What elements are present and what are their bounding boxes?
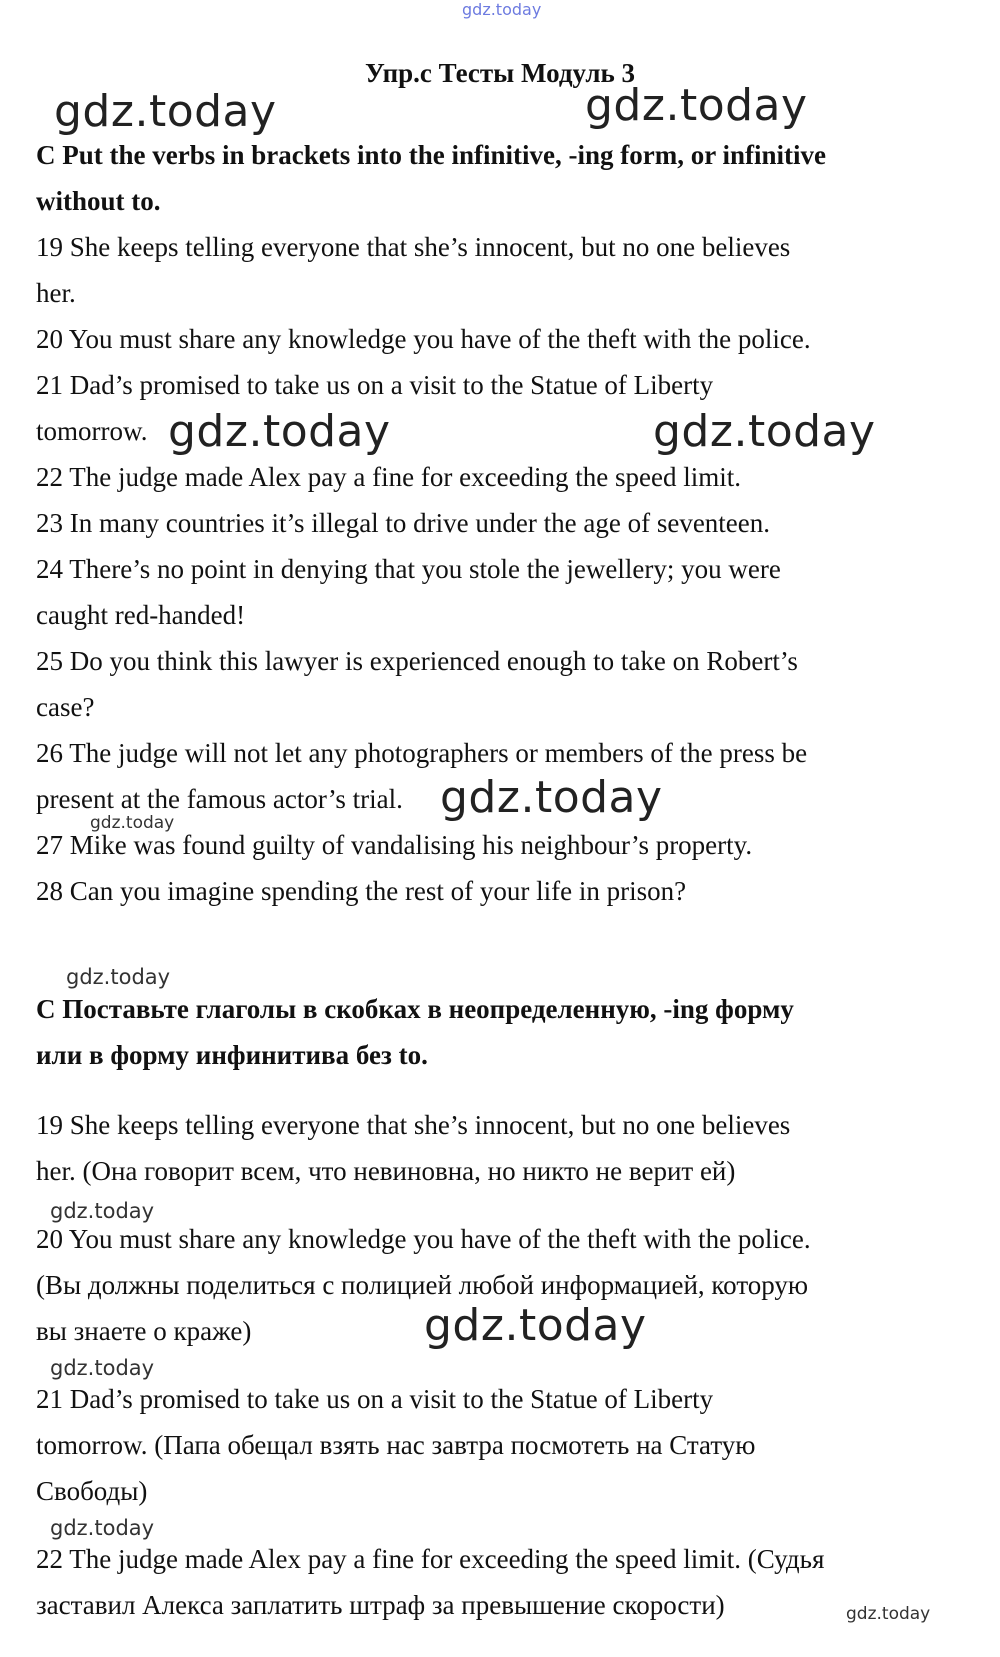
answer-line: 23 In many countries it’s illegal to drive under the age of seventeen. — [36, 508, 771, 538]
watermark: gdz.today — [585, 80, 808, 131]
answer-line: 24 There’s no point in denying that you stole the jewellery; you were — [36, 554, 781, 584]
answer-line: 20 You must share any knowledge you have of the theft with the police. — [36, 324, 811, 354]
translation-line: 20 You must share any knowledge you have of the theft with the police. — [36, 1224, 811, 1254]
answer-line: 26 The judge will not let any photographers or members of the press be — [36, 738, 808, 768]
watermark: gdz.today — [50, 1199, 155, 1223]
watermark: gdz.today — [50, 1516, 155, 1540]
translation-line: заставил Алекса заплатить штраф за превышение скорости) — [36, 1590, 725, 1620]
answer-line: 28 Can you imagine spending the rest of your life in prison? — [36, 876, 687, 906]
translation-line: her. (Она говорит всем, что невиновна, но никто не верит ей) — [36, 1156, 736, 1186]
watermark: gdz.today — [50, 1356, 155, 1380]
watermark: gdz.today — [440, 772, 663, 823]
translation-line: 19 She keeps telling everyone that she’s innocent, but no one believes — [36, 1110, 791, 1140]
task-heading-ru-cont: или в форму инфинитива без to. — [36, 1040, 428, 1070]
watermark: gdz.today — [90, 813, 175, 833]
answer-line: present at the famous actor’s trial. — [36, 784, 403, 814]
answer-line: case? — [36, 692, 95, 722]
answer-line: 22 The judge made Alex pay a fine for exceeding the speed limit. — [36, 462, 742, 492]
task-heading-en-cont: without to. — [36, 186, 161, 216]
answer-line: 25 Do you think this lawyer is experienced enough to take on Robert’s — [36, 646, 798, 676]
translation-line: (Вы должны поделиться с полицией любой информацией, которую — [36, 1270, 809, 1300]
translation-line: Свободы) — [36, 1476, 148, 1506]
task-heading-en: C Put the verbs in brackets into the infinitive, -ing form, or infinitive — [36, 140, 826, 170]
watermark: gdz.today — [168, 406, 391, 457]
task-heading-ru: C Поставьте глаголы в скобках в неопределенную, -ing форму — [36, 994, 794, 1024]
watermark: gdz.today — [54, 86, 277, 137]
watermark: gdz.today — [424, 1300, 647, 1351]
translation-line: вы знаете о краже) — [36, 1316, 252, 1346]
answer-line: her. — [36, 278, 76, 308]
watermark: gdz.today — [66, 965, 171, 989]
watermark-top: gdz.today — [462, 0, 542, 19]
answer-line: caught red-handed! — [36, 600, 246, 630]
translation-line: 21 Dad’s promised to take us on a visit to the Statue of Liberty — [36, 1384, 714, 1414]
watermark: gdz.today — [653, 406, 876, 457]
answer-line: 27 Mike was found guilty of vandalising his neighbour’s property. — [36, 830, 753, 860]
translation-line: 22 The judge made Alex pay a fine for exceeding the speed limit. (Судья — [36, 1544, 825, 1574]
watermark: gdz.today — [846, 1604, 931, 1624]
page-title: Упр.с Тесты Модуль 3 — [364, 58, 636, 88]
answer-line: 21 Dad’s promised to take us on a visit to the Statue of Liberty — [36, 370, 714, 400]
answer-line: tomorrow. — [36, 416, 148, 446]
answer-line: 19 She keeps telling everyone that she’s innocent, but no one believes — [36, 232, 791, 262]
translation-line: tomorrow. (Папа обещал взять нас завтра посмотеть на Статую — [36, 1430, 756, 1460]
